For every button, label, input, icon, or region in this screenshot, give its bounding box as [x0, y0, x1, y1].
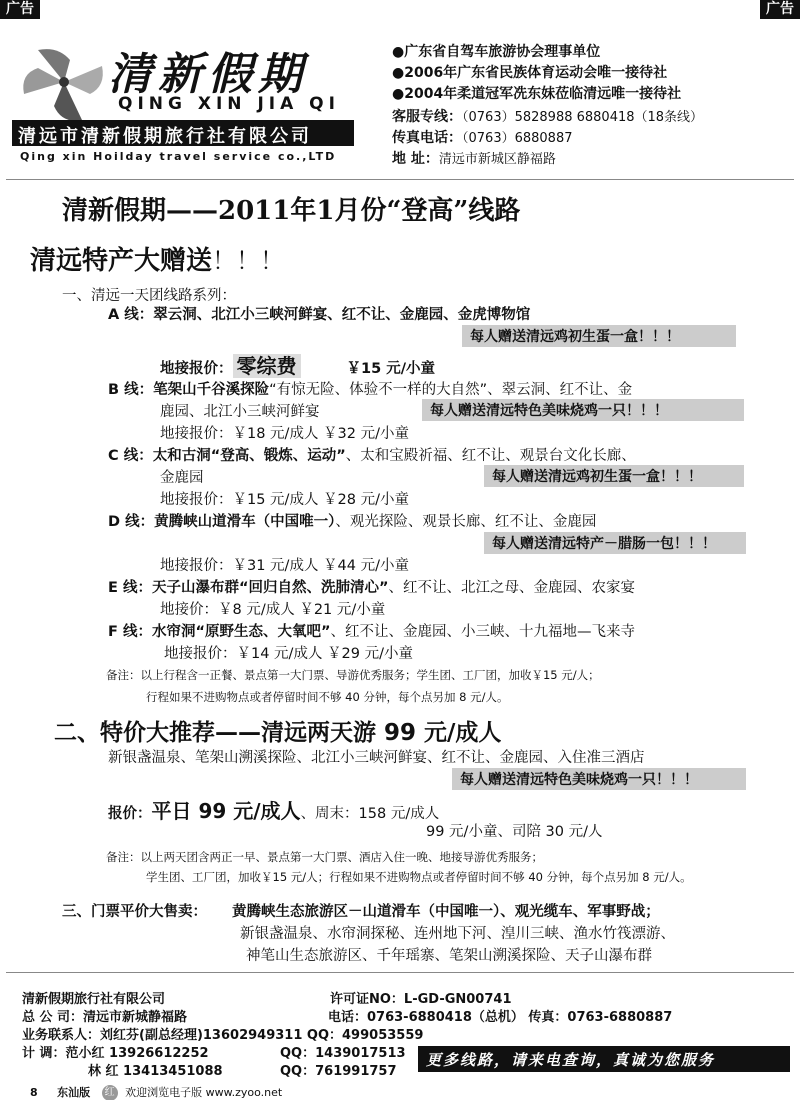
route-e: E 线：天子山瀑布群“回归自然、洗肺清心”、红不让、北江之母、金鹿园、农家宴	[108, 580, 636, 596]
ad-label-right: 广告	[760, 0, 800, 19]
footer-divider	[6, 972, 794, 973]
section2-price: 报价：平日 99 元/成人、周末：158 元/成人	[108, 799, 440, 823]
section3-line3: 神笔山生态旅游区、千年瑶寨、笔架山溯溪探险、天子山瀑布群	[246, 948, 652, 964]
honor-item: ●2004年柔道冠军冼东妹莅临清远唯一接待社	[392, 86, 682, 102]
section3-line2: 新银盏温泉、水帘洞探秘、连州地下河、湟川三峡、渔水竹筏漂游、	[240, 926, 675, 942]
route-f: F 线：水帘洞“原野生态、大氧吧”、红不让、金鹿园、小三峡、十九福地—飞来寺	[108, 624, 636, 640]
slogan-bar: 更多线路，请来电查询，真诚为您服务	[418, 1046, 790, 1072]
section2-desc: 新银盏温泉、笔架山溯溪探险、北江小三峡河鲜宴、红不让、金鹿园、入住准三酒店	[108, 750, 645, 766]
price-d: 地接报价：￥31 元/成人 ￥44 元/小童	[160, 558, 409, 574]
section2-title: 二、特价大推荐——清远两天游 99 元/成人	[54, 720, 502, 746]
address-value: 清远市新城区静福路	[438, 152, 556, 167]
section2-child-price: 99 元/小童、司陪 30 元/人	[426, 824, 603, 840]
price-e: 地接价：￥8 元/成人 ￥21 元/小童	[160, 602, 386, 618]
fax-label: 传真电话：	[392, 130, 462, 146]
red-stamp-icon: 红	[102, 1085, 118, 1100]
footer-qq3: QQ：761991757	[280, 1064, 397, 1079]
service-label: 客服专线：	[392, 109, 462, 125]
price-f: 地接报价：￥14 元/成人 ￥29 元/小童	[164, 646, 413, 662]
page-footer	[30, 1084, 282, 1100]
footer-phone: 电话：0763-6880418（总机） 传真：0763-6880887	[328, 1010, 673, 1025]
logo-pinyin: QING XIN JIA QI	[118, 94, 340, 114]
company-name-cn: 清远市清新假期旅行社有限公司	[12, 120, 354, 146]
address-label: 地 址：	[392, 151, 439, 167]
route-a: A 线：翠云洞、北江小三峡河鲜宴、红不让、金鹿园、金虎博物馆	[108, 307, 531, 323]
section1-subtitle: 一、清远一天团线路系列：	[62, 288, 236, 304]
footer-company: 清新假期旅行社有限公司	[22, 992, 166, 1007]
honors-list	[392, 42, 681, 105]
service-phone: （0763）5828988 6880418（18条线）	[462, 110, 704, 125]
price-a: 地接报价： 零综费 ￥15 元/小童	[160, 354, 436, 378]
footer-hq: 总 公 司：清远市新城静福路	[22, 1010, 188, 1025]
footer-contact: 业务联系人：刘红芬(副总经理)13602949311 QQ：499053559	[22, 1028, 424, 1043]
route-c-cont: 金鹿园	[160, 470, 204, 486]
gift-d: 每人赠送清远特产－腊肠一包！！！	[484, 532, 746, 554]
gift-a: 每人赠送清远鸡初生蛋一盒！！！	[462, 325, 736, 347]
section1-title: 清远特产大赠送！！！	[30, 246, 285, 276]
footer-dispatch2: 林 红 13413451088	[88, 1064, 223, 1079]
ad-label-left: 广告	[0, 0, 40, 19]
page-number: 8	[30, 1086, 38, 1099]
route-b: B 线：笔架山千谷溪探险“有惊无险、体验不一样的大自然”、翠云洞、红不让、金	[108, 382, 633, 398]
footer-qq2: QQ：1439017513	[280, 1046, 406, 1061]
fax-number: （0763）6880887	[462, 131, 573, 146]
route-d: D 线：黄腾峡山道滑车（中国唯一）、观光探险、观景长廊、红不让、金鹿园	[108, 514, 597, 530]
section2-note-2: 学生团、工厂团，加收￥15 元/人；行程如果不进购物点或者停留时间不够 40 分钟，每个点另加 8 元/人。	[146, 870, 692, 884]
note-2: 行程如果不进购物点或者停留时间不够 40 分钟，每个点另加 8 元/人。	[146, 690, 509, 704]
contact-block	[392, 107, 703, 170]
gift-c: 每人赠送清远鸡初生蛋一盒！！！	[484, 465, 744, 487]
price-b: 地接报价：￥18 元/成人 ￥32 元/小童	[160, 426, 409, 442]
gift-section2: 每人赠送清远特色美味烧鸡一只！！！	[452, 768, 746, 790]
pinwheel-logo-icon	[18, 42, 110, 124]
honor-item: ●2006年广东省民族体育运动会唯一接待社	[392, 65, 668, 81]
logo-title: 清新假期	[108, 49, 308, 100]
route-b-cont: 鹿园、北江小三峡河鲜宴	[160, 404, 320, 420]
section3-line1: 黄腾峡生态旅游区－山道滑车（中国唯一）、观光缆车、军事野战；	[232, 904, 660, 920]
company-name-en: Qing xin Hoilday travel service co.,LTD	[20, 150, 337, 163]
honor-item: ●广东省自驾车旅游协会理事单位	[392, 44, 601, 60]
gift-b: 每人赠送清远特色美味烧鸡一只！！！	[422, 399, 744, 421]
site-text: 欢迎浏览电子版 www.zyoo.net	[125, 1086, 283, 1099]
route-c: C 线：太和古洞“登高、锻炼、运动”、太和宝殿祈福、红不让、观景台文化长廊、	[108, 448, 636, 464]
price-c: 地接报价：￥15 元/成人 ￥28 元/小童	[160, 492, 409, 508]
footer-license: 许可证NO：L-GD-GN00741	[330, 992, 512, 1007]
edition: 东汕版	[57, 1086, 91, 1099]
footer-dispatch: 计 调：范小红 13926612252	[22, 1046, 209, 1061]
note-1: 备注：以上行程含一正餐、景点第一大门票、导游优秀服务；学生团、工厂团，加收￥15 元/人；	[106, 668, 600, 682]
section3-label: 三、门票平价大售卖：	[62, 904, 207, 920]
page-title: 清新假期——2011年1月份“登高”线路	[62, 196, 521, 226]
section2-note-1: 备注：以上两天团含两正一早、景点第一大门票、酒店入住一晚、地接导游优秀服务；	[106, 850, 543, 864]
